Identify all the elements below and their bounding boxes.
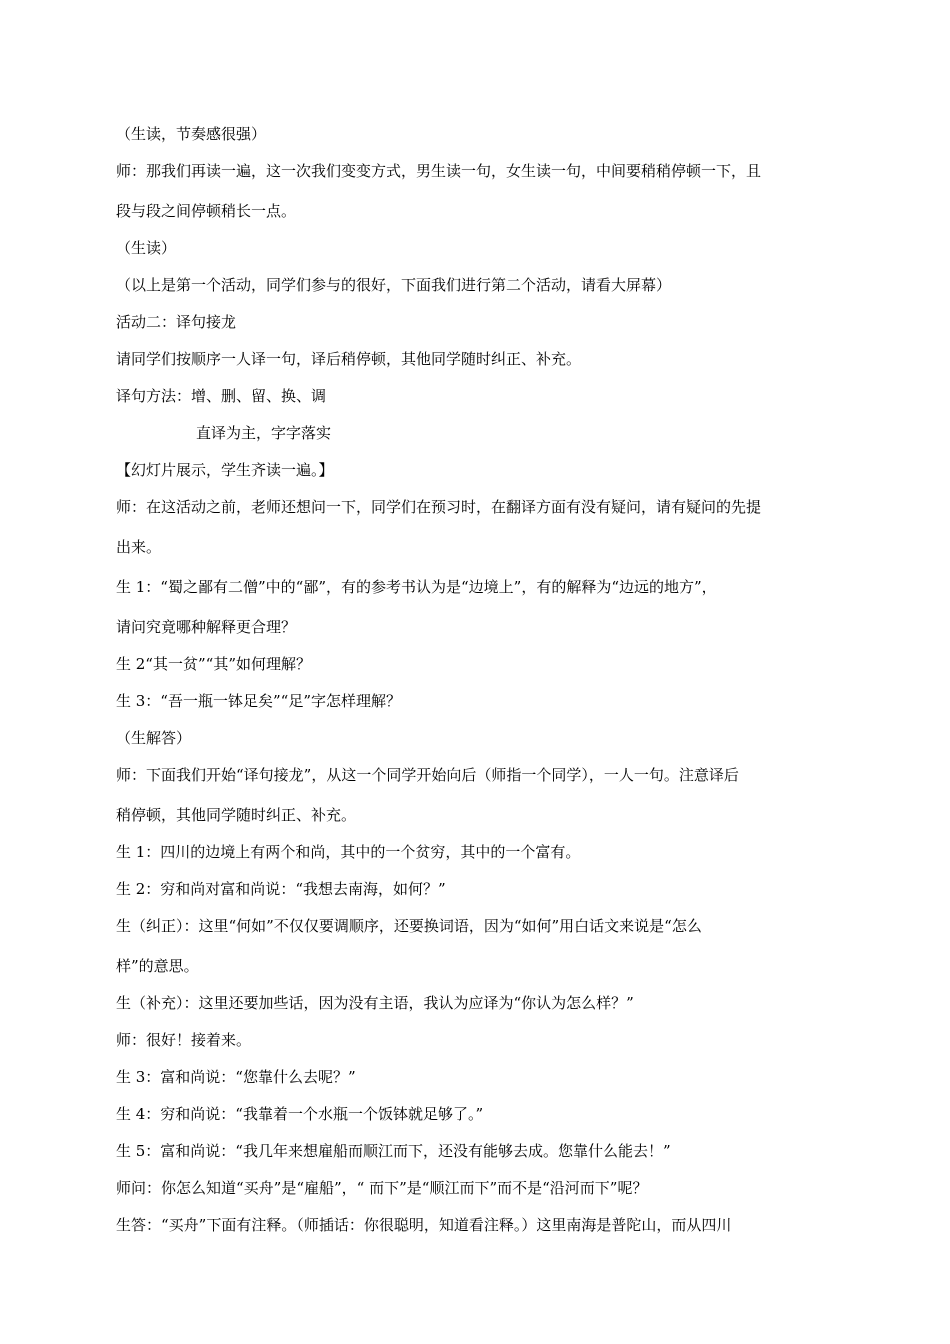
text-line: 师：下面我们开始“译句接龙”，从这一个同学开始向后（师指一个同学），一人一句。注意译后 — [116, 766, 739, 784]
text-line: 出来。 — [116, 538, 162, 556]
text-line: 生（补充）：这里还要加些话，因为没有主语，我认为应译为“你认为怎么样？” — [116, 994, 634, 1012]
text-line: （以上是第一个活动，同学们参与的很好，下面我们进行第二个活动，请看大屏幕） — [116, 276, 672, 294]
text-line: 师：很好！接着来。 — [116, 1031, 252, 1049]
text-line: 请同学们按顺序一人译一句，译后稍停顿，其他同学随时纠正、补充。 — [116, 350, 582, 368]
text-line: 段与段之间停顿稍长一点。 — [116, 202, 297, 220]
text-line: 译句方法：增、删、留、换、调 — [116, 387, 327, 405]
text-line: 生 2“其一贫”“其”如何理解？ — [116, 655, 311, 673]
text-line: 生 3：富和尚说：“您靠什么去呢？” — [116, 1068, 356, 1086]
text-line: 生 1：“蜀之鄙有二僧”中的“鄙”，有的参考书认为是“边境上”，有的解释为“边远的地方”， — [116, 578, 717, 596]
text-line: 【幻灯片展示，学生齐读一遍。】 — [116, 461, 334, 479]
text-line: 生 3：“吾一瓶一钵足矣”“足”字怎样理解？ — [116, 692, 401, 710]
document-page — [116, 124, 856, 1235]
text-line: （生读，节奏感很强） — [116, 125, 267, 143]
text-line: 师：在这活动之前，老师还想问一下，同学们在预习时，在翻译方面有没有疑问，请有疑问的先提 — [116, 498, 762, 516]
text-line: 生答：“买舟”下面有注释。（师插话：你很聪明，知道看注释。）这里南海是普陀山，而从四川 — [116, 1216, 732, 1234]
text-line: 样”的意思。 — [116, 957, 199, 975]
text-line: 生 4：穷和尚说：“我靠着一个水瓶一个饭钵就足够了。” — [116, 1105, 484, 1123]
text-line: 直译为主，字字落实 — [196, 424, 332, 442]
text-line: 稍停顿，其他同学随时纠正、补充。 — [116, 806, 357, 824]
text-line: 师问：你怎么知道“买舟”是“雇船”，“ 而下”是“顺江而下”而不是“沿河而下”呢？ — [116, 1179, 648, 1197]
section-heading: 活动二：译句接龙 — [116, 313, 237, 331]
text-line: （生解答） — [116, 729, 192, 747]
text-line: 生 1：四川的边境上有两个和尚，其中的一个贫穷，其中的一个富有。 — [116, 843, 581, 861]
text-line: 请问究竟哪种解释更合理？ — [116, 618, 297, 636]
text-line: 师：那我们再读一遍，这一次我们变变方式，男生读一句，女生读一句，中间要稍稍停顿一下，且 — [116, 162, 762, 180]
text-line: （生读） — [116, 239, 177, 257]
text-line: 生 5：富和尚说：“我几年来想雇船而顺江而下，还没有能够去成。您靠什么能去！” — [116, 1142, 671, 1160]
text-line: 生（纠正）：这里“何如”不仅仅要调顺序，还要换词语，因为“如何”用白话文来说是“怎么 — [116, 917, 702, 935]
text-line: 生 2：穷和尚对富和尚说：“我想去南海，如何？” — [116, 880, 446, 898]
